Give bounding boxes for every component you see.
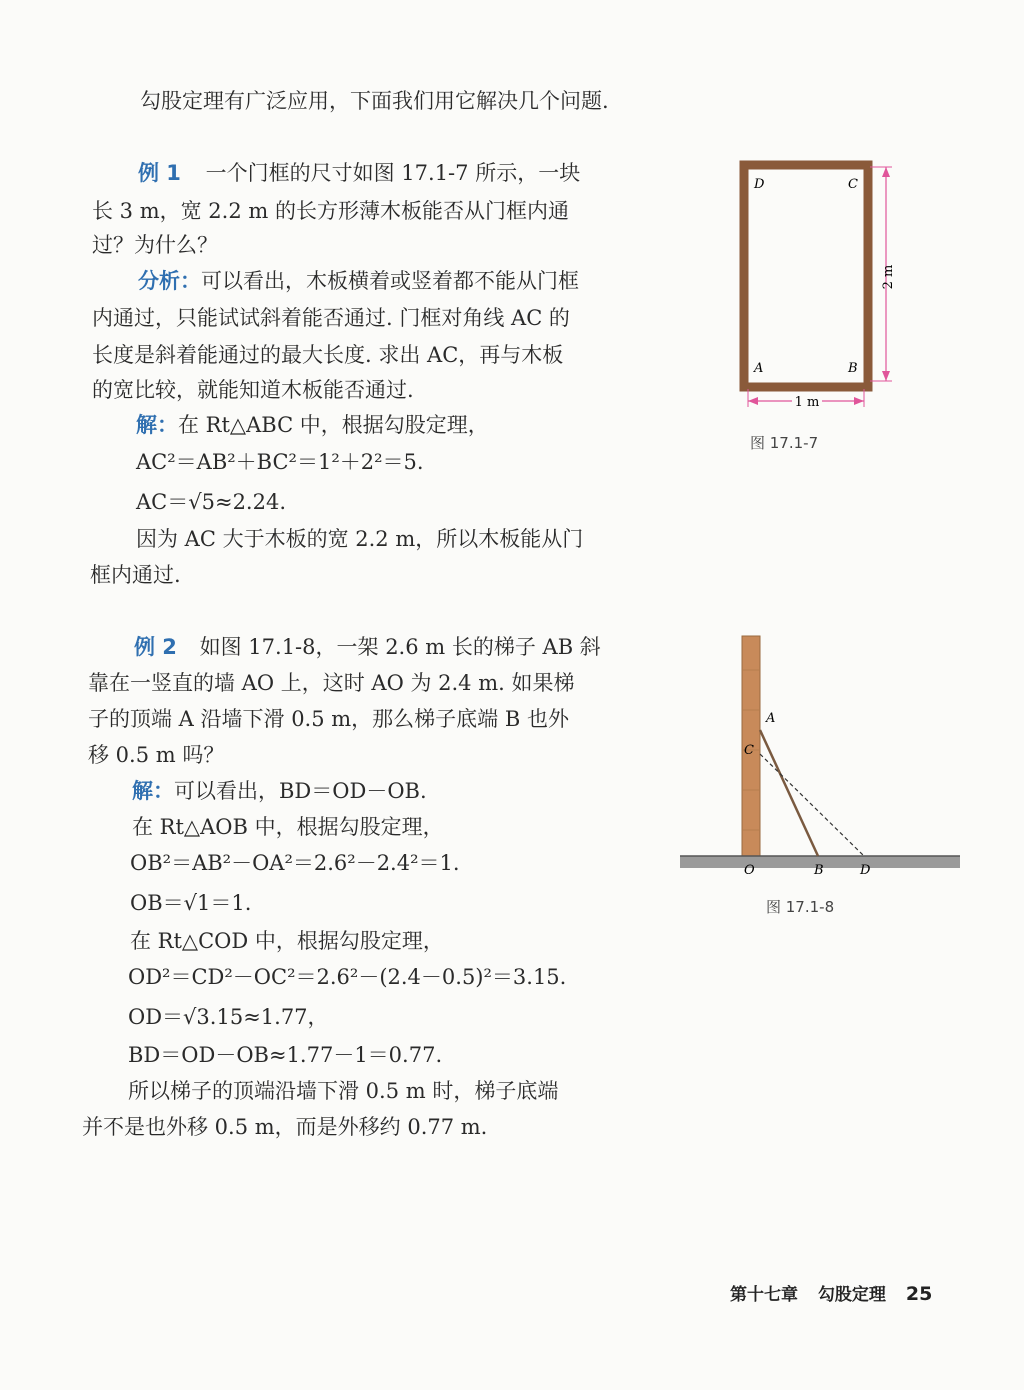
solution2-text: 可以看出，BD＝OD－OB. [174, 779, 427, 803]
solution2-line-3: OB²＝AB²－OA²＝2.6²－2.4²＝1. [130, 851, 460, 875]
analysis-line-4: 的宽比较，就能知道木板能否通过. [92, 378, 414, 402]
figure1-caption: 图 17.1-7 [750, 434, 819, 452]
solution1-text: 在 Rt△ABC 中，根据勾股定理， [178, 413, 489, 437]
ladder-AB [760, 730, 818, 856]
label-D: D [754, 177, 765, 192]
solution2-label: 解： [132, 779, 174, 803]
width-arrow-left [748, 397, 758, 405]
solution2-line-9: 所以梯子的顶端沿墙下滑 0.5 m 时，梯子底端 [128, 1079, 559, 1103]
example1-label: 例 1 [138, 161, 181, 185]
label-C: C [848, 177, 858, 192]
solution2-line-1 [132, 776, 427, 806]
analysis-line-2: 内通过，只能试试斜着能否通过. 门框对角线 AC 的 [92, 306, 570, 330]
example2-line-2: 靠在一竖直的墙 AO 上，这时 AO 为 2.4 m. 如果梯 [88, 671, 575, 695]
solution1-line-3: AC＝√5≈2.24. [136, 490, 287, 514]
height-label: 2 m [881, 264, 896, 290]
solution2-line-7: OD＝√3.15≈1.77， [128, 1005, 329, 1029]
solution1-line-5: 框内通过. [90, 563, 181, 587]
solution1-line-1 [136, 410, 489, 440]
page-footer [730, 1280, 932, 1305]
label-O: O [744, 863, 755, 878]
door-frame [744, 165, 868, 387]
label-D: D [860, 863, 871, 878]
analysis-label: 分析： [138, 269, 201, 293]
analysis-line-1 [138, 266, 579, 296]
example1-line-3: 过？为什么？ [92, 233, 218, 257]
solution2-line-6: OD²＝CD²－OC²＝2.6²－(2.4－0.5)²＝3.15. [128, 965, 567, 989]
intro-text: 勾股定理有广泛应用，下面我们用它解决几个问题. [140, 89, 609, 113]
label-C: C [744, 743, 754, 758]
solution2-line-5: 在 Rt△COD 中，根据勾股定理， [130, 929, 444, 953]
width-label: 1 m [794, 395, 820, 410]
page-number: 25 [905, 1283, 933, 1305]
example1-line-2: 长 3 m，宽 2.2 m 的长方形薄木板能否从门框内通 [92, 199, 569, 223]
figure2-caption: 图 17.1-8 [766, 898, 835, 916]
width-arrow-right [854, 397, 864, 405]
solution2-line-4: OB＝√1＝1. [130, 891, 252, 915]
example2-label: 例 2 [134, 635, 177, 659]
label-A: A [766, 711, 776, 726]
analysis-text: 可以看出，木板横着或竖着都不能从门框 [201, 269, 579, 293]
label-B: B [848, 361, 858, 376]
height-arrow-top [882, 167, 890, 177]
label-A: A [754, 361, 764, 376]
example2-text: 如图 17.1-8，一架 2.6 m 长的梯子 AB 斜 [199, 635, 601, 659]
footer-chapter: 第十七章 [730, 1285, 798, 1305]
solution1-line-2: AC²＝AB²＋BC²＝1²＋2²＝5. [136, 450, 424, 474]
height-arrow-bottom [882, 371, 890, 381]
example1-line-1 [138, 158, 580, 188]
solution2-line-8: BD＝OD－OB≈1.77－1＝0.77. [128, 1043, 443, 1067]
analysis-line-3: 长度是斜着能通过的最大长度. 求出 AC，再与木板 [92, 343, 564, 367]
solution2-line-2: 在 Rt△AOB 中，根据勾股定理， [132, 815, 444, 839]
solution2-line-10: 并不是也外移 0.5 m，而是外移约 0.77 m. [82, 1115, 488, 1139]
solution1-label: 解： [136, 413, 178, 437]
example1-text: 一个门框的尺寸如图 17.1-7 所示，一块 [205, 161, 581, 185]
solution1-line-4: 因为 AC 大于木板的宽 2.2 m，所以木板能从门 [136, 527, 584, 551]
example2-line-4: 移 0.5 m 吗？ [88, 743, 225, 767]
label-B: B [814, 863, 824, 878]
example2-line-1 [134, 632, 601, 662]
example2-line-3: 子的顶端 A 沿墙下滑 0.5 m，那么梯子底端 B 也外 [88, 707, 569, 731]
ladder-figure [680, 630, 962, 880]
footer-title: 勾股定理 [817, 1285, 886, 1305]
door-frame-figure [730, 155, 910, 415]
